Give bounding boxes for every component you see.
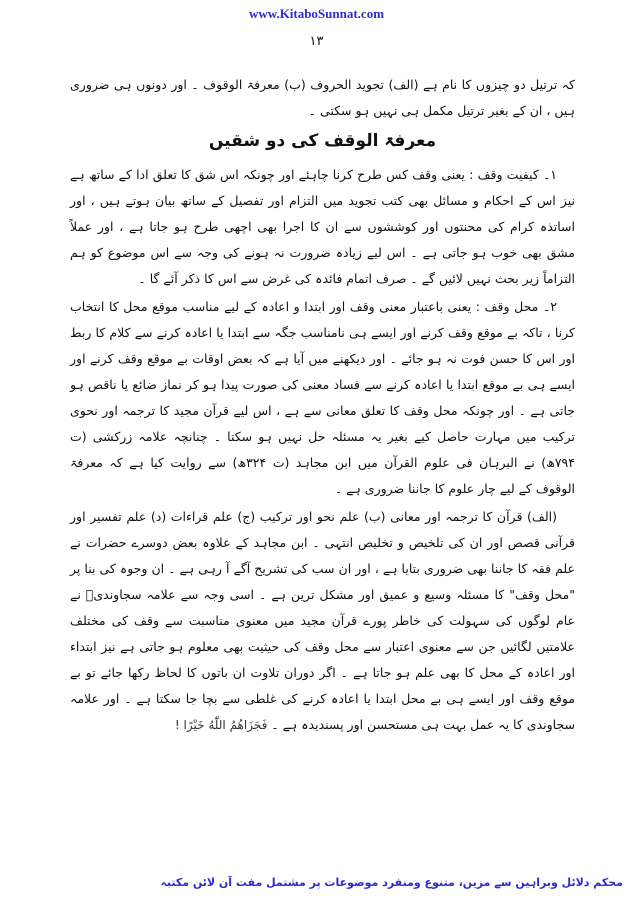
paragraph-ulum-text: (الف) قرآن کا ترجمہ اور معانی (ب) علم نحو اور ترکیب (ج) علم قراءات (د) علم تفسیر اور قرآنی قصص اور ان کی تلخیص و تخلیص انتہی ۔ ابن مجاہد کے علاوہ بعض دوسرے حضرات نے علم فقہ کا جاننا بھی ضروری بتایا ہے ، اور ان سب کی تشریح آگے آ رہی ہے ۔ ان وجوہ کی بنا پر "محل وقف" کا مسئلہ وسیع و عمیق اور مشکل ترین ہے ۔ اسی وجہ سے علامہ سجاوندیؒ نے عام لوگوں کی سہولت کی خاطر پورے قرآن مجید میں معنوی مناسبت سے وقف کی مختلف علامتیں لگائیں جن سے معنوی اعتبار سے محل وقف کی حیثیت بھی معلوم ہو جاتی ہے نیز ابتداء اور اعادہ کے محل کا بھی علم ہو جاتا ہے ۔ اگر دوران تلاوت ان باتوں کا لحاظ رکھا جائے تو بے موقع وقف اور ایسے ہی بے محل ابتدا یا اعادہ کرنے کی غلطی سے بچا جا سکتا ہے ۔ اور علامہ سجاوندی کا یہ عمل بہت ہی مستحسن اور پسندیدہ ہے ۔ [70, 509, 575, 732]
paragraph-mahal-waqf: ۲۔ محل وقف : یعنی باعتبار معنی وقف اور ابتدا و اعادہ کے لیے مناسب موقع محل کا انتخاب کرنا ، تاکہ بے موقع وقف کرنے اور ایسے ہی نامناسب جگہ سے ابتدا یا اعادہ کرنے سے کلام کا ربط اور اس کا حسن فوت نہ ہو جائے ۔ اور دیکھنے میں آیا ہے کہ بعض اوقات بے موقع وقف کرنے اور ایسے ہی بے موقع ابتدا یا اعادہ کرنے سے فساد معنی کی صورت پیدا ہو کر نماز ضائع یا ناقص ہو جاتی ہے ۔ اور چونکہ محل وقف کا تعلق معانی سے ہے ، اس لیے قرآن مجید کا ترجمہ اور نحوی ترکیب میں مہارت حاصل کیے بغیر یہ مسئلہ حل نہیں ہو سکتا ۔ چنانچہ علامہ زرکشی (ت ۷۹۴ھ) نے البرہان فی علوم القرآن میں ابن مجاہد (ت ۳۲۴ھ) سے روایت کیا ہے کہ معرفۃ الوقوف کے لیے چار علوم کا جاننا ضروری ہے ۔ [70, 299, 575, 496]
footer-tagline[interactable]: محکم دلائل وبراہین سے مزین، متنوع ومنفرد موضوعات پر مشتمل مفت آن لائن مکتبہ [160, 876, 623, 889]
site-url-link[interactable]: www.KitaboSunnat.com [248, 6, 385, 21]
paragraph-kaifiyat-waqf: ۱۔ کیفیت وقف : یعنی وقف کس طرح کرنا چاہئے اور چونکہ اس شق کا تعلق ادا کے ساتھ ہے نیز اس کے احکام و مسائل بھی کتب تجوید میں التزام اور تفصیل کے ساتھ بیان ہوتے ہیں ، اور اساتذہ کرام کی محنتوں اور کوششوں سے ان کا اجرا بھی اچھی طرح ہو جاتا ہے ، اور عملاً مشق بھی خوب ہو جاتی ہے ۔ اس لیے زیادہ ضرورت نہ ہونے کی وجہ سے اس موضوع کو ہم التزاماً زیر بحث نہیں لائیں گے ۔ صرف اتمام فائدہ کی غرض سے اس کا ذکر آئے گا ۔ [70, 167, 575, 286]
intro-paragraph: کہ ترتیل دو چیزوں کا نام ہے (الف) تجوید الحروف (ب) معرفۃ الوقوف ۔ اور دونوں ہی ضروری ہیں ، ان کے بغیر ترتیل مکمل ہی نہیں ہو سکتی ۔ [70, 77, 575, 118]
paragraph-ulum-list [70, 504, 575, 738]
page-content [70, 72, 575, 740]
dua-text: فَجَزَاهُمُ اللّٰهُ خَيْرًا ! [174, 718, 268, 732]
page-number: ۱۳ [309, 34, 324, 49]
section-heading: معرفۃ الوقف کی دو شقیں [208, 131, 437, 151]
